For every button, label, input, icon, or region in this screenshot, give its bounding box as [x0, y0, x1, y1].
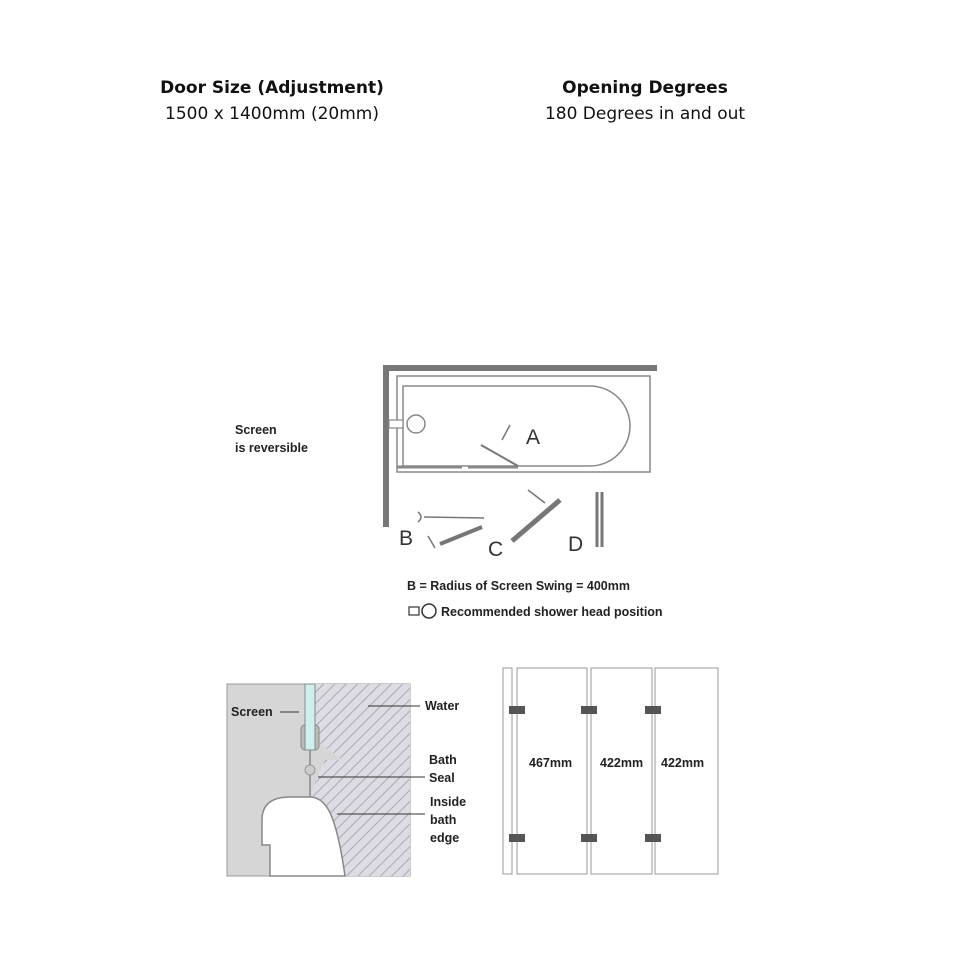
panel-position-b	[440, 527, 482, 544]
reversible-note-2: is reversible	[235, 441, 308, 455]
panel-3-width: 422mm	[661, 756, 705, 770]
shower-head-legend-icon	[422, 604, 436, 618]
label-a: A	[526, 426, 541, 449]
radius-legend: B = Radius of Screen Swing = 400mm	[407, 579, 630, 593]
wall-back	[383, 365, 657, 371]
label-c: C	[488, 538, 504, 561]
bath-outline	[397, 376, 650, 472]
opening-degrees-title: Opening Degrees	[562, 78, 728, 98]
door-size-value: 1500 x 1400mm (20mm)	[165, 104, 379, 124]
opening-degrees-value: 180 Degrees in and out	[544, 104, 746, 124]
bath-inner	[403, 386, 630, 466]
screen-label: Screen	[231, 705, 273, 719]
shower-head-icon	[407, 415, 425, 433]
bath-seal-label-2: Seal	[429, 771, 455, 785]
panel-position-c	[512, 500, 560, 541]
bath-edge-label-1: Inside	[430, 795, 467, 809]
arrow-icon	[502, 425, 510, 440]
panel-1	[517, 668, 587, 874]
panel-2	[591, 668, 652, 874]
screen-glass	[305, 684, 315, 750]
seal-section-diagram	[227, 684, 466, 876]
shower-legend: Recommended shower head position	[441, 605, 663, 619]
bath-edge-label-2: bath	[430, 813, 457, 827]
bath-edge-label-3: edge	[430, 831, 460, 845]
panel-position-a	[481, 445, 518, 466]
panel-2-width: 422mm	[600, 756, 644, 770]
bath-seal-label-1: Bath	[429, 753, 457, 767]
water-label: Water	[425, 699, 460, 713]
arrow-icon	[428, 536, 435, 548]
panel-dimensions-diagram	[503, 668, 718, 874]
panel-3	[655, 668, 718, 874]
label-d: D	[568, 533, 584, 556]
arrow-icon	[528, 490, 545, 503]
reversible-note-1: Screen	[235, 423, 277, 437]
panel-1-width: 467mm	[529, 756, 573, 770]
label-b: B	[399, 527, 414, 550]
door-size-title: Door Size (Adjustment)	[160, 78, 384, 98]
bath-plan-diagram	[235, 365, 663, 619]
wall-side	[383, 365, 389, 527]
